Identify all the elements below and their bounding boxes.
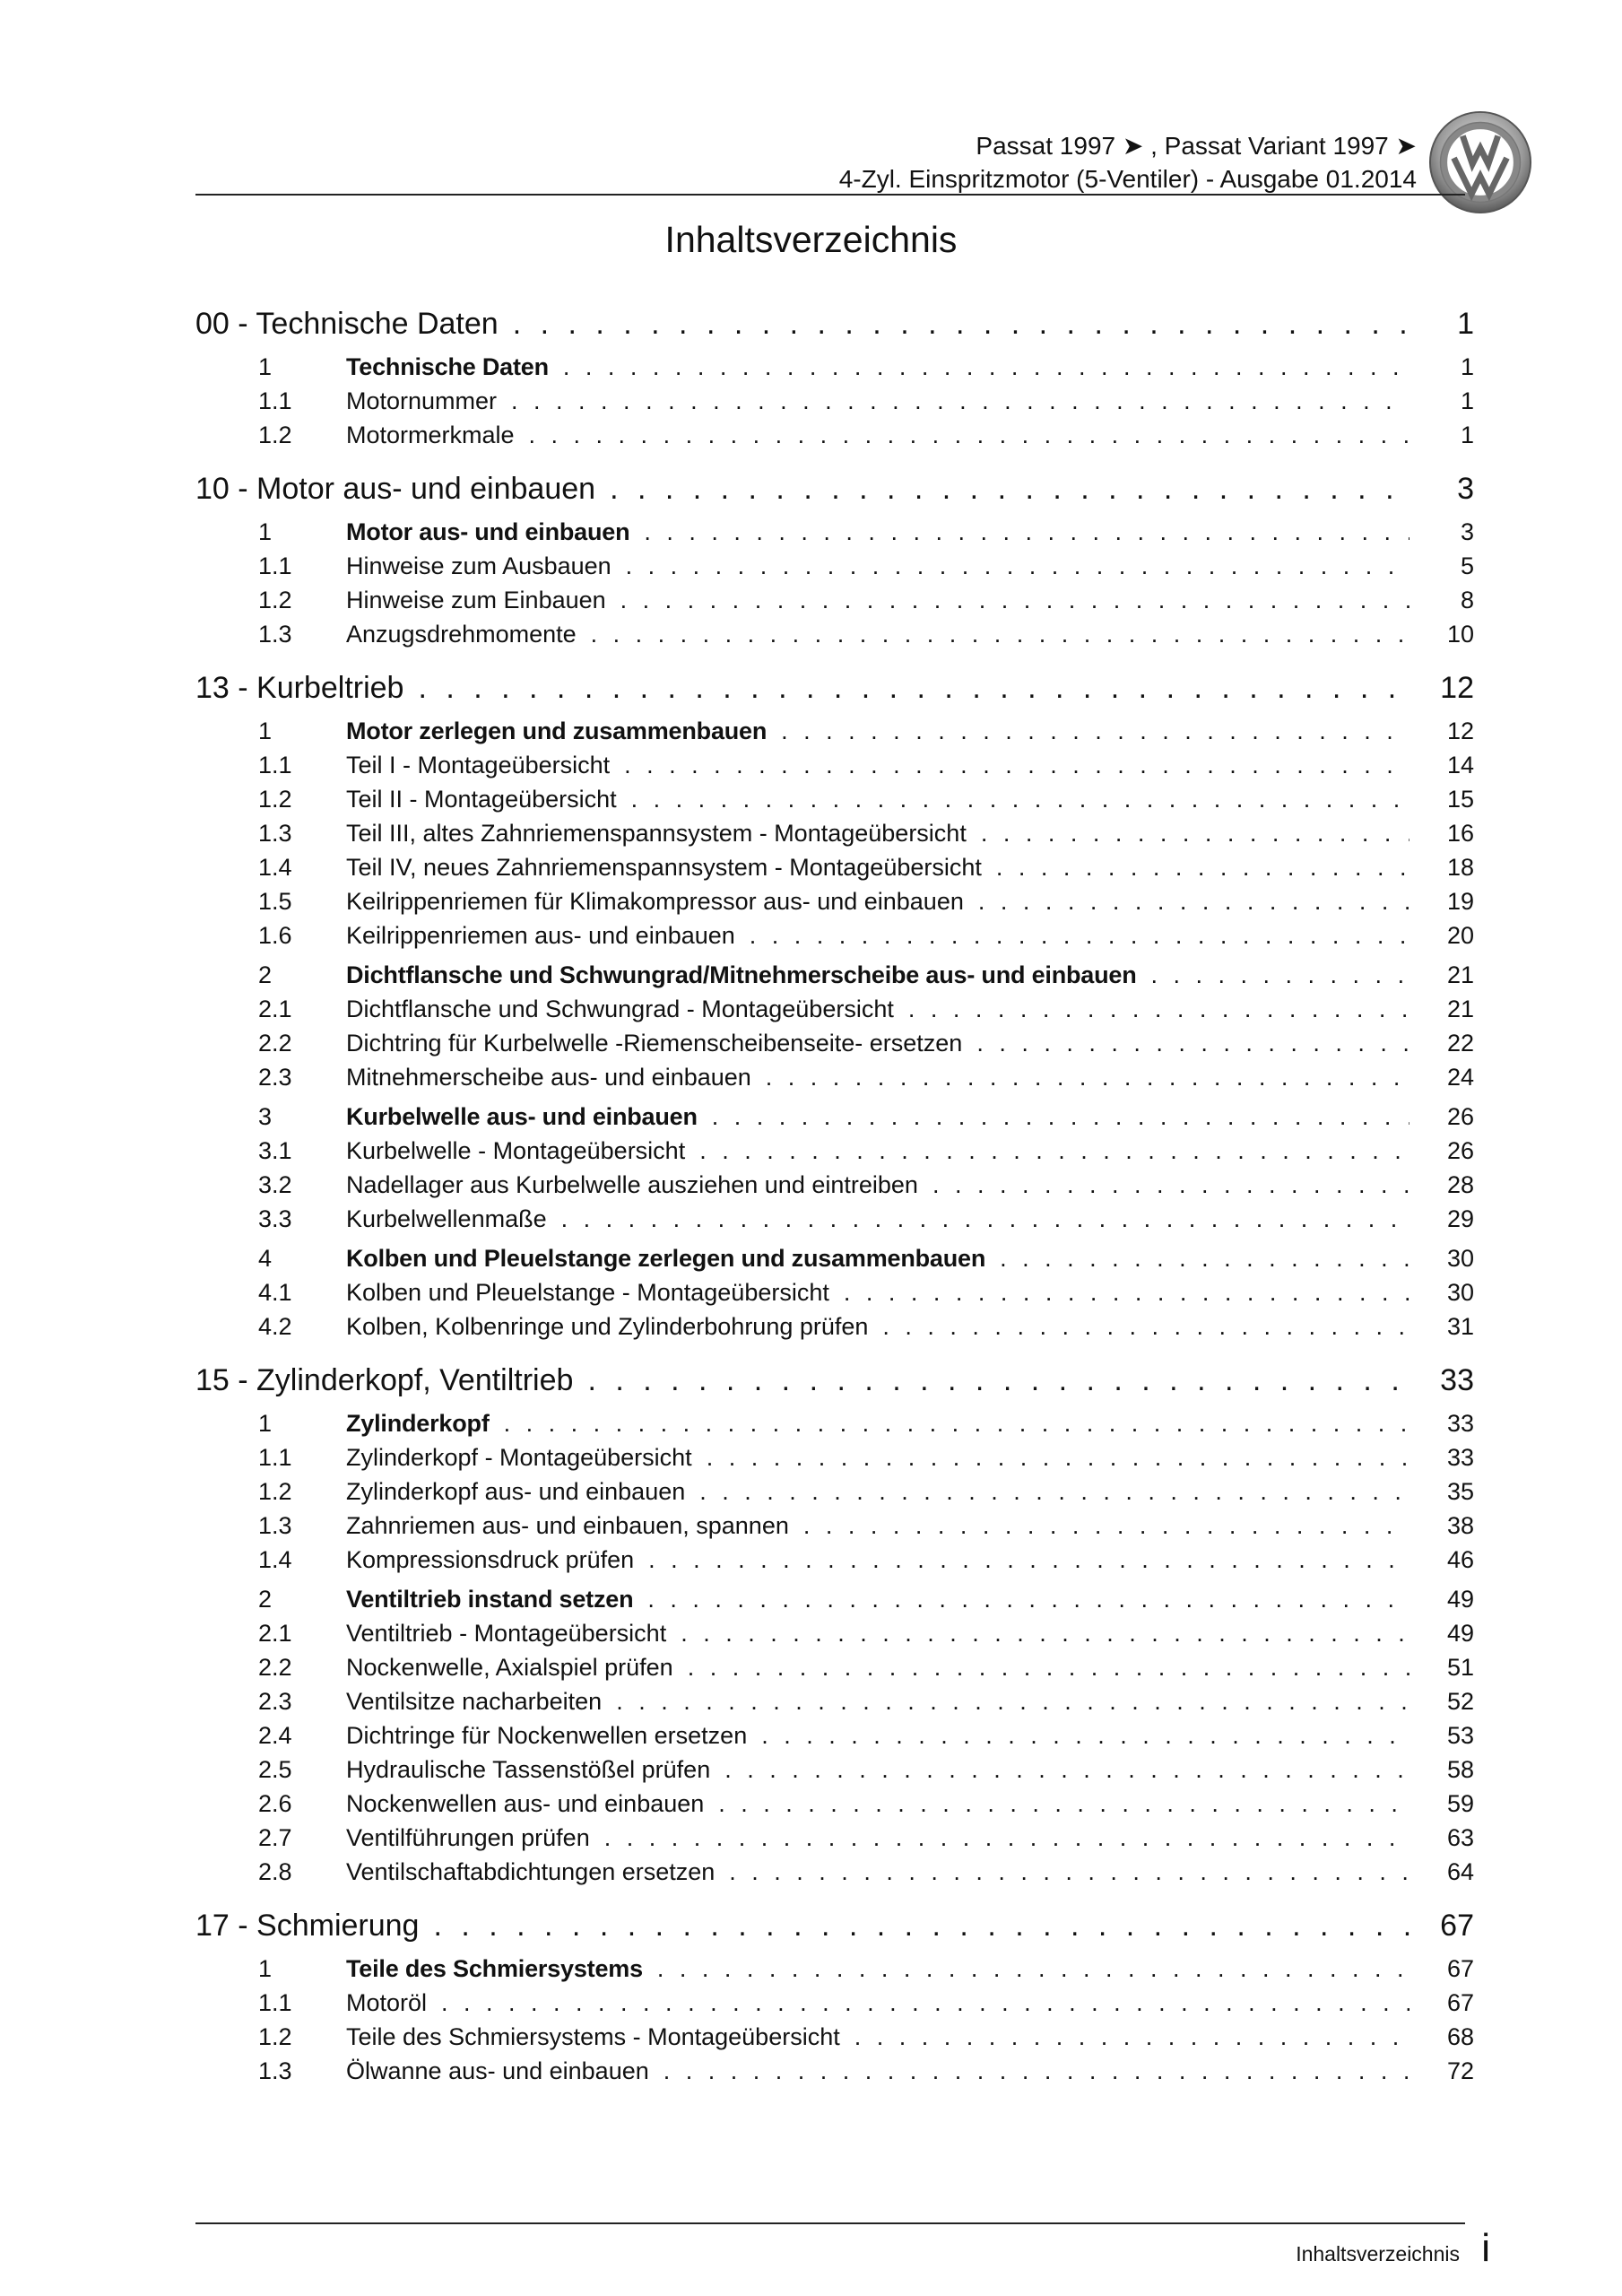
section-title: Ventiltrieb - Montageübersicht — [346, 1620, 667, 1647]
section-number: 1.3 — [258, 2057, 292, 2084]
section-page-number: 24 — [1446, 1064, 1474, 1091]
section-title: Kurbelwelle - Montageübersicht — [346, 1137, 686, 1164]
section-title: Ventilschaftabdichtungen ersetzen — [346, 1858, 716, 1885]
volkswagen-logo — [1427, 109, 1533, 215]
section-number: 2.7 — [258, 1824, 292, 1851]
toc-subsection-entry[interactable] — [195, 996, 1474, 1030]
dot-leader — [1151, 961, 1409, 989]
dot-leader — [644, 518, 1409, 546]
toc-subsection-entry[interactable] — [195, 1824, 1474, 1858]
dot-leader — [664, 2057, 1409, 2085]
toc-subsection-entry[interactable] — [195, 1688, 1474, 1722]
section-number: 1.4 — [258, 1546, 292, 1573]
toc-subsection-entry[interactable] — [195, 621, 1474, 655]
toc-section-entry[interactable] — [195, 961, 1474, 996]
section-title: Mitnehmerscheibe aus- und einbauen — [346, 1064, 751, 1091]
toc-subsection-entry[interactable] — [195, 1279, 1474, 1313]
section-title: Keilrippenriemen für Klimakompressor aus- und einbauen — [346, 888, 964, 915]
section-number: 1.2 — [258, 786, 292, 813]
section-page-number: 20 — [1446, 922, 1474, 949]
section-page-number: 12 — [1446, 718, 1474, 744]
section-page-number: 16 — [1446, 820, 1474, 847]
dot-leader — [529, 422, 1409, 449]
section-page-number: 19 — [1446, 888, 1474, 915]
toc-subsection-entry[interactable] — [195, 1137, 1474, 1171]
toc-chapter — [195, 1363, 1474, 1892]
toc-subsection-entry[interactable] — [195, 1654, 1474, 1688]
section-page-number: 53 — [1446, 1722, 1474, 1749]
section-number: 3.1 — [258, 1137, 292, 1164]
section-number: 2 — [258, 1586, 273, 1613]
toc-subsection-entry[interactable] — [195, 1620, 1474, 1654]
section-number: 1 — [258, 1955, 273, 1982]
section-number: 2.1 — [258, 1620, 292, 1647]
dot-leader — [707, 1444, 1409, 1472]
toc-subsection-entry[interactable] — [195, 786, 1474, 820]
dot-leader — [908, 996, 1409, 1023]
toc-section-entry[interactable] — [195, 718, 1474, 752]
section-title: Kolben und Pleuelstange - Montageübersicht — [346, 1279, 829, 1306]
header-vehicle-line: Passat 1997 ➤ , Passat Variant 1997 ➤ — [976, 132, 1417, 160]
section-title: Kolben, Kolbenringe und Zylinderbohrung prüfen — [346, 1313, 869, 1340]
section-number: 1 — [258, 1410, 273, 1437]
section-number: 1.2 — [258, 422, 292, 448]
header-divider — [195, 194, 1465, 196]
section-title: Motoröl — [346, 1989, 428, 2016]
dot-leader — [561, 1205, 1409, 1233]
chapter-page-number: 67 — [1440, 1909, 1474, 1943]
section-page-number: 52 — [1446, 1688, 1474, 1715]
dot-leader — [981, 820, 1409, 848]
section-title: Zylinderkopf — [346, 1410, 490, 1437]
section-title: Ventilsitze nacharbeiten — [346, 1688, 603, 1715]
dot-leader — [441, 1989, 1409, 2017]
section-number: 1.1 — [258, 1989, 292, 2016]
section-number: 4.2 — [258, 1313, 292, 1340]
section-title: Nockenwelle, Axialspiel prüfen — [346, 1654, 673, 1681]
section-page-number: 38 — [1446, 1512, 1474, 1539]
section-title: Dichtflansche und Schwungrad - Montageübersicht — [346, 996, 894, 1022]
section-title: Ölwanne aus- und einbauen — [346, 2057, 649, 2084]
dot-leader — [699, 1137, 1409, 1165]
chapter-page-number: 33 — [1440, 1363, 1474, 1397]
section-number: 1.6 — [258, 922, 292, 949]
section-page-number: 21 — [1446, 961, 1474, 988]
section-number: 1.1 — [258, 552, 292, 579]
section-page-number: 46 — [1446, 1546, 1474, 1573]
section-page-number: 33 — [1446, 1410, 1474, 1437]
section-title: Motornummer — [346, 387, 498, 414]
section-number: 4 — [258, 1245, 273, 1272]
dot-leader — [761, 1722, 1409, 1750]
toc-subsection-entry[interactable] — [195, 1546, 1474, 1580]
toc-chapter — [195, 671, 1474, 1347]
dot-leader — [932, 1171, 1409, 1199]
chapter-page-number: 3 — [1457, 472, 1474, 506]
dot-leader — [1000, 1245, 1409, 1273]
dot-leader — [511, 387, 1409, 415]
dot-leader — [563, 353, 1409, 381]
section-number: 1.3 — [258, 621, 292, 648]
chapter-title: 17 - Schmierung — [195, 1909, 420, 1943]
toc-subsection-entry[interactable] — [195, 1064, 1474, 1098]
toc-section-entry[interactable] — [195, 518, 1474, 552]
section-number: 1.2 — [258, 1478, 292, 1505]
section-title: Kolben und Pleuelstange zerlegen und zusammenbauen — [346, 1245, 986, 1272]
dot-leader — [647, 1586, 1409, 1613]
toc-subsection-entry[interactable] — [195, 1756, 1474, 1790]
dot-leader — [624, 752, 1409, 779]
section-title: Dichtringe für Nockenwellen ersetzen — [346, 1722, 748, 1749]
toc-chapter-entry[interactable] — [195, 307, 1474, 353]
chapter-title: 00 - Technische Daten — [195, 307, 499, 341]
section-title: Zahnriemen aus- und einbauen, spannen — [346, 1512, 789, 1539]
section-title: Ventilführungen prüfen — [346, 1824, 590, 1851]
toc-section-entry[interactable] — [195, 1245, 1474, 1279]
toc-chapter-entry[interactable] — [195, 1363, 1474, 1410]
toc-subsection-entry[interactable] — [195, 1030, 1474, 1064]
section-title: Kurbelwelle aus- und einbauen — [346, 1103, 698, 1130]
toc-subsection-entry[interactable] — [195, 422, 1474, 456]
section-page-number: 29 — [1446, 1205, 1474, 1232]
toc-chapter-entry[interactable] — [195, 1909, 1474, 1955]
dot-leader — [882, 1313, 1409, 1341]
toc-subsection-entry[interactable] — [195, 820, 1474, 854]
toc-subsection-entry[interactable] — [195, 1989, 1474, 2023]
section-page-number: 58 — [1446, 1756, 1474, 1783]
section-number: 2.3 — [258, 1064, 292, 1091]
section-title: Teil III, altes Zahnriemenspannsystem - Montageübersicht — [346, 820, 967, 847]
dot-leader — [844, 1279, 1409, 1307]
section-number: 1 — [258, 353, 273, 380]
section-title: Teile des Schmiersystems — [346, 1955, 643, 1982]
section-title: Zylinderkopf - Montageübersicht — [346, 1444, 692, 1471]
section-title: Hinweise zum Einbauen — [346, 587, 606, 613]
toc-subsection-entry[interactable] — [195, 552, 1474, 587]
section-number: 2.8 — [258, 1858, 292, 1885]
dot-leader — [712, 1103, 1409, 1131]
dot-leader — [504, 1410, 1409, 1438]
section-title: Ventiltrieb instand setzen — [346, 1586, 634, 1613]
section-number: 1 — [258, 718, 273, 744]
dot-leader — [854, 2023, 1409, 2051]
toc-title: Inhaltsverzeichnis — [664, 219, 958, 260]
section-page-number: 49 — [1446, 1620, 1474, 1647]
toc-subsection-entry[interactable] — [195, 752, 1474, 786]
section-number: 1.3 — [258, 820, 292, 847]
section-page-number: 15 — [1446, 786, 1474, 813]
section-page-number: 64 — [1446, 1858, 1474, 1885]
toc-subsection-entry[interactable] — [195, 1790, 1474, 1824]
section-number: 2.3 — [258, 1688, 292, 1715]
section-title: Teil IV, neues Zahnriemenspannsystem - Montageübersicht — [346, 854, 982, 881]
dot-leader — [978, 888, 1409, 916]
section-number: 3 — [258, 1103, 273, 1130]
dot-leader — [418, 671, 1409, 706]
dot-leader — [976, 1030, 1409, 1057]
toc-chapter — [195, 472, 1474, 655]
section-page-number: 33 — [1446, 1444, 1474, 1471]
toc-subsection-entry[interactable] — [195, 587, 1474, 621]
section-number: 1.1 — [258, 752, 292, 778]
table-of-contents — [195, 307, 1474, 2092]
toc-chapter-entry[interactable] — [195, 671, 1474, 718]
section-title: Motormerkmale — [346, 422, 515, 448]
section-page-number: 22 — [1446, 1030, 1474, 1057]
toc-section-entry[interactable] — [195, 1410, 1474, 1444]
section-title: Anzugsdrehmomente — [346, 621, 577, 648]
dot-leader — [718, 1790, 1409, 1818]
section-page-number: 68 — [1446, 2023, 1474, 2050]
section-title: Motor zerlegen und zusammenbauen — [346, 718, 768, 744]
section-title: Teil II - Montageübersicht — [346, 786, 617, 813]
dot-leader — [433, 1909, 1409, 1944]
section-title: Dichtring für Kurbelwelle -Riemenscheibenseite- ersetzen — [346, 1030, 963, 1057]
dot-leader — [616, 1688, 1409, 1716]
dot-leader — [591, 621, 1409, 648]
dot-leader — [610, 472, 1409, 507]
section-title: Teile des Schmiersystems - Montageübersicht — [346, 2023, 840, 2050]
toc-subsection-entry[interactable] — [195, 1171, 1474, 1205]
footer-label: Inhaltsverzeichnis — [1296, 2242, 1460, 2266]
dot-leader — [604, 1824, 1409, 1852]
section-page-number: 26 — [1446, 1137, 1474, 1164]
section-page-number: 67 — [1446, 1989, 1474, 2016]
dot-leader — [803, 1512, 1409, 1540]
section-number: 4.1 — [258, 1279, 292, 1306]
section-page-number: 14 — [1446, 752, 1474, 778]
section-number: 2.6 — [258, 1790, 292, 1817]
dot-leader — [681, 1620, 1409, 1648]
section-title: Teil I - Montageübersicht — [346, 752, 611, 778]
section-page-number: 5 — [1460, 552, 1474, 579]
toc-subsection-entry[interactable] — [195, 854, 1474, 888]
footer-divider — [195, 2222, 1465, 2224]
section-page-number: 31 — [1446, 1313, 1474, 1340]
toc-section-entry[interactable] — [195, 353, 1474, 387]
section-title: Hinweise zum Ausbauen — [346, 552, 612, 579]
dot-leader — [996, 854, 1409, 882]
section-page-number: 26 — [1446, 1103, 1474, 1130]
section-page-number: 49 — [1446, 1586, 1474, 1613]
toc-subsection-entry[interactable] — [195, 1444, 1474, 1478]
section-title: Keilrippenriemen aus- und einbauen — [346, 922, 735, 949]
section-page-number: 1 — [1460, 353, 1474, 380]
dot-leader — [699, 1478, 1409, 1506]
section-number: 1.1 — [258, 1444, 292, 1471]
dot-leader — [781, 718, 1409, 745]
section-page-number: 51 — [1446, 1654, 1474, 1681]
dot-leader — [657, 1955, 1409, 1983]
dot-leader — [626, 552, 1409, 580]
chapter-title: 10 - Motor aus- und einbauen — [195, 472, 596, 506]
section-number: 1 — [258, 518, 273, 545]
section-page-number: 28 — [1446, 1171, 1474, 1198]
toc-subsection-entry[interactable] — [195, 1722, 1474, 1756]
section-title: Hydraulische Tassenstößel prüfen — [346, 1756, 711, 1783]
section-page-number: 63 — [1446, 1824, 1474, 1851]
section-number: 2.1 — [258, 996, 292, 1022]
section-page-number: 1 — [1460, 422, 1474, 448]
toc-subsection-entry[interactable] — [195, 1512, 1474, 1546]
dot-leader — [766, 1064, 1409, 1091]
section-page-number: 59 — [1446, 1790, 1474, 1817]
toc-subsection-entry[interactable] — [195, 1478, 1474, 1512]
dot-leader — [587, 1363, 1409, 1398]
chapter-page-number: 12 — [1440, 671, 1474, 705]
toc-subsection-entry[interactable] — [195, 1858, 1474, 1892]
section-title: Kompressionsdruck prüfen — [346, 1546, 635, 1573]
toc-chapter-entry[interactable] — [195, 472, 1474, 518]
toc-chapter — [195, 307, 1474, 456]
footer-page-number: i — [1481, 2226, 1490, 2270]
section-page-number: 8 — [1460, 587, 1474, 613]
dot-leader — [513, 307, 1409, 342]
toc-section-entry[interactable] — [195, 1955, 1474, 1989]
section-title: Nadellager aus Kurbelwelle ausziehen und eintreiben — [346, 1171, 918, 1198]
section-page-number: 30 — [1446, 1279, 1474, 1306]
section-number: 1.4 — [258, 854, 292, 881]
section-page-number: 10 — [1446, 621, 1474, 648]
section-number: 2.2 — [258, 1654, 292, 1681]
dot-leader — [724, 1756, 1409, 1784]
section-number: 2 — [258, 961, 273, 988]
toc-subsection-entry[interactable] — [195, 922, 1474, 956]
section-number: 1.5 — [258, 888, 292, 915]
header-engine-line: 4-Zyl. Einspritzmotor (5-Ventiler) - Ausgabe 01.2014 — [838, 165, 1417, 193]
dot-leader — [648, 1546, 1409, 1574]
chapter-title: 15 - Zylinderkopf, Ventiltrieb — [195, 1363, 574, 1397]
section-page-number: 1 — [1460, 387, 1474, 414]
toc-section-entry[interactable] — [195, 1586, 1474, 1620]
toc-subsection-entry[interactable] — [195, 2023, 1474, 2057]
section-number: 2.4 — [258, 1722, 292, 1749]
section-page-number: 35 — [1446, 1478, 1474, 1505]
section-number: 2.5 — [258, 1756, 292, 1783]
dot-leader — [688, 1654, 1409, 1682]
section-page-number: 3 — [1460, 518, 1474, 545]
section-page-number: 72 — [1446, 2057, 1474, 2084]
section-number: 2.2 — [258, 1030, 292, 1057]
toc-subsection-entry[interactable] — [195, 1313, 1474, 1347]
dot-leader — [631, 786, 1409, 813]
section-title: Kurbelwellenmaße — [346, 1205, 547, 1232]
toc-subsection-entry[interactable] — [195, 2057, 1474, 2092]
section-page-number: 67 — [1446, 1955, 1474, 1982]
toc-section-entry[interactable] — [195, 1103, 1474, 1137]
section-page-number: 21 — [1446, 996, 1474, 1022]
toc-subsection-entry[interactable] — [195, 387, 1474, 422]
section-title: Motor aus- und einbauen — [346, 518, 630, 545]
section-number: 1.1 — [258, 387, 292, 414]
dot-leader — [620, 587, 1409, 614]
section-title: Zylinderkopf aus- und einbauen — [346, 1478, 686, 1505]
section-number: 1.2 — [258, 2023, 292, 2050]
toc-subsection-entry[interactable] — [195, 888, 1474, 922]
chapter-title: 13 - Kurbeltrieb — [195, 671, 404, 705]
section-title: Nockenwellen aus- und einbauen — [346, 1790, 705, 1817]
section-page-number: 18 — [1446, 854, 1474, 881]
dot-leader — [729, 1858, 1409, 1886]
section-number: 3.2 — [258, 1171, 292, 1198]
page-header — [195, 126, 1417, 197]
section-title: Technische Daten — [346, 353, 549, 380]
section-title: Dichtflansche und Schwungrad/Mitnehmerscheibe aus- und einbauen — [346, 961, 1137, 988]
section-number: 3.3 — [258, 1205, 292, 1232]
section-number: 1.2 — [258, 587, 292, 613]
toc-subsection-entry[interactable] — [195, 1205, 1474, 1239]
dot-leader — [750, 922, 1409, 950]
chapter-page-number: 1 — [1457, 307, 1474, 341]
section-page-number: 30 — [1446, 1245, 1474, 1272]
section-number: 1.3 — [258, 1512, 292, 1539]
toc-chapter — [195, 1909, 1474, 2092]
